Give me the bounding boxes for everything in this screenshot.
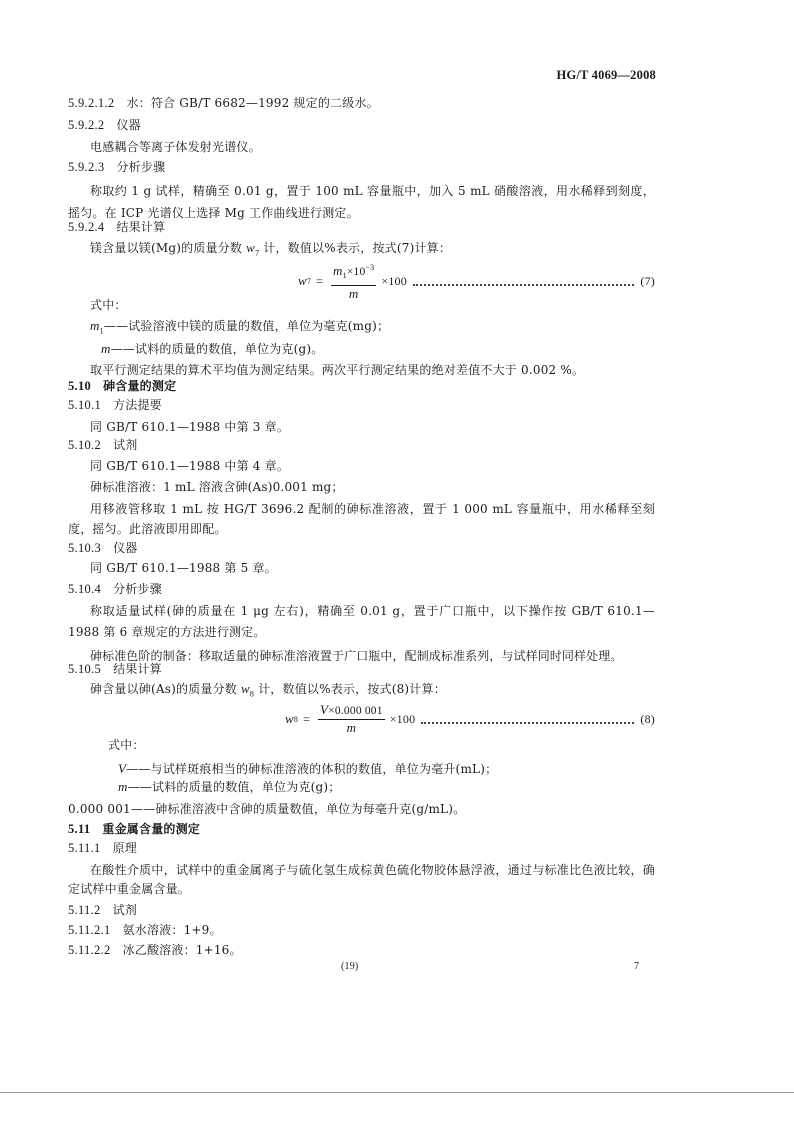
clause-title: 试剂 bbox=[112, 903, 137, 917]
clause-number: 5.9.2.1.2 bbox=[68, 96, 115, 110]
clause-title: 分析步骤 bbox=[113, 582, 162, 596]
clause-5-10-4-heading bbox=[68, 580, 162, 598]
intro-text-after: 计，数值以%表示，按式(7)计算： bbox=[259, 241, 452, 255]
formula-8-fraction bbox=[318, 702, 385, 736]
formula-7-tail: ×100 bbox=[381, 273, 407, 288]
footer-page-marker: (19) bbox=[341, 961, 359, 972]
intro-text-before: 砷含量以砷(As)的质量分数 bbox=[90, 682, 242, 696]
where-label: 式中： bbox=[108, 738, 145, 752]
intro-variable: w bbox=[241, 681, 250, 696]
formula-8 bbox=[285, 700, 655, 738]
definition-variable: V bbox=[118, 761, 127, 776]
standard-code: HG/T 4069—2008 bbox=[556, 68, 656, 82]
clause-number: 5.10.1 bbox=[68, 398, 102, 412]
clause-title: 仪器 bbox=[113, 541, 138, 555]
formula-7-numerator bbox=[331, 260, 376, 284]
clause-title: 结果计算 bbox=[116, 220, 166, 234]
clause-title: 方法提要 bbox=[113, 398, 162, 412]
section-number: 5.11 bbox=[68, 822, 91, 836]
definition-text: ——试料的质量的数值，单位为克(g)； bbox=[127, 780, 341, 794]
formula-8-number: (8) bbox=[640, 711, 655, 726]
section-5-10-heading bbox=[68, 377, 176, 395]
clause-number: 5.11.2.2 bbox=[68, 943, 111, 957]
clause-5-10-1-text: 同 GB/T 610.1—1988 中第 3 章。 bbox=[90, 420, 290, 434]
clause-number: 5.11.2 bbox=[68, 903, 101, 917]
definition-v bbox=[118, 760, 497, 778]
clause-5-9-2-3-paragraph: 称取约 1 g 试样，精确至 0.01 g，置于 100 mL 容量瓶中，加入 5 mL 硝酸溶液，用水稀释到刻度，摇匀。在 ICP 光谱仪上选择 Mg 工作曲线进行测定。 bbox=[68, 184, 655, 220]
footer-page-number: 7 bbox=[634, 961, 640, 972]
clause-5-9-2-2-text: 电感耦合等离子体发射光谱仪。 bbox=[90, 140, 261, 154]
formula-7-number: (7) bbox=[640, 273, 655, 288]
clause-5-9-2-1-2 bbox=[68, 94, 379, 112]
clause-5-10-2-heading bbox=[68, 436, 137, 454]
clause-number: 5.10.3 bbox=[68, 541, 102, 555]
intro-variable: w bbox=[246, 240, 256, 255]
clause-number: 5.10.4 bbox=[68, 582, 102, 596]
clause-number: 5.9.2.3 bbox=[68, 160, 105, 174]
clause-5-9-2-2-heading bbox=[68, 116, 141, 134]
clause-5-11-2-heading bbox=[68, 901, 137, 919]
numerator-rest: ×0.000 001 bbox=[328, 705, 383, 717]
section-title: 砷含量的测定 bbox=[103, 379, 177, 393]
clause-text: 冰乙酸溶液：1+16。 bbox=[122, 943, 242, 957]
definition-subscript: 1 bbox=[99, 326, 104, 336]
clause-number: 5.11.1 bbox=[68, 841, 101, 855]
clause-5-10-4-text-2: 砷标准色阶的制备：移取适量的砷标准溶液置于广口瓶中，配制成标准系列，与试样同时同样处理。 bbox=[90, 649, 623, 663]
definition-constant: 0.000 001——砷标准溶液中含砷的质量数值，单位为每毫升克(g/mL)。 bbox=[68, 802, 466, 816]
clause-number: 5.10.2 bbox=[68, 438, 102, 452]
numerator-exponent: −3 bbox=[365, 263, 375, 273]
section-5-11-heading bbox=[68, 820, 200, 838]
clause-5-11-2-2 bbox=[68, 941, 242, 959]
formula-8-numerator bbox=[318, 702, 385, 719]
clause-number: 5.10.5 bbox=[68, 662, 102, 676]
section-title: 重金属含量的测定 bbox=[102, 822, 200, 836]
formula-7-fraction bbox=[331, 260, 376, 301]
formula-7-lhs-subscript: 7 bbox=[306, 276, 312, 286]
formula-8-tail: ×100 bbox=[389, 711, 416, 726]
definition-variable: m bbox=[118, 779, 128, 794]
clause-title: 试剂 bbox=[113, 438, 138, 452]
scan-edge-line bbox=[0, 1092, 794, 1093]
definition-variable: m bbox=[101, 341, 111, 356]
clause-title: 结果计算 bbox=[113, 662, 162, 676]
clause-5-10-4-paragraph: 称取适量试样(砷的质量在 1 μg 左右)，精确至 0.01 g，置于广口瓶中，以下操作按 GB/T 610.1—1988 第 6 章规定的方法进行测定。 bbox=[68, 604, 655, 639]
formula-8-lhs-subscript: 8 bbox=[293, 714, 299, 724]
clause-5-10-3-text: 同 GB/T 610.1—1988 第 5 章。 bbox=[90, 561, 277, 575]
definition-m bbox=[118, 778, 340, 796]
formula-7-equals: = bbox=[316, 273, 324, 288]
clause-text: 水：符合 GB/T 6682—1992 规定的二级水。 bbox=[126, 96, 379, 110]
numerator-multiplier: ×10 bbox=[346, 266, 366, 279]
clause-number: 5.11.2.1 bbox=[68, 923, 111, 937]
where-label: 式中： bbox=[90, 298, 127, 312]
clause-5-11-2-1 bbox=[68, 921, 222, 939]
formula-8-lhs-variable: w bbox=[285, 711, 294, 726]
definition-text: ——试料的质量的数值，单位为克(g)。 bbox=[110, 342, 324, 356]
leader-dots bbox=[413, 284, 634, 286]
clause-5-9-2-4-conclusion: 取平行测定结果的算术平均值为测定结果。两次平行测定结果的绝对差值不大于 0.002 %。 bbox=[90, 363, 585, 377]
clause-number: 5.9.2.2 bbox=[68, 118, 105, 132]
formula-8-denominator: m bbox=[318, 719, 385, 736]
clause-5-10-1-heading bbox=[68, 396, 162, 414]
clause-5-11-1-paragraph: 在酸性介质中，试样中的重金属离子与硫化氢生成棕黄色硫化物胶体悬浮液，通过与标准比色液比较，确定试样中重金属含量。 bbox=[68, 863, 655, 896]
clause-title: 原理 bbox=[112, 841, 137, 855]
definition-m1 bbox=[90, 317, 389, 340]
numerator-variable: V bbox=[320, 702, 329, 717]
clause-5-10-2-text-1: 同 GB/T 610.1—1988 中第 4 章。 bbox=[90, 459, 290, 473]
clause-5-9-2-4-heading bbox=[68, 218, 165, 236]
clause-5-11-1-heading bbox=[68, 839, 137, 857]
formula-8-equals: = bbox=[303, 711, 311, 726]
clause-text: 氨水溶液：1+9。 bbox=[122, 923, 222, 937]
definition-text: ——与试样斑痕相当的砷标准溶液的体积的数值，单位为毫升(mL)； bbox=[126, 762, 498, 776]
numerator-subscript: 1 bbox=[342, 271, 347, 281]
clause-number: 5.9.2.4 bbox=[68, 220, 105, 234]
formula-7-lhs-variable: w bbox=[298, 273, 307, 288]
formula-7-denominator: m bbox=[331, 285, 376, 302]
intro-text-before: 镁含量以镁(Mg)的质量分数 bbox=[90, 241, 247, 255]
clause-title: 分析步骤 bbox=[116, 160, 166, 174]
definition-text: ——试验溶液中镁的质量的数值，单位为毫克(mg)； bbox=[103, 319, 390, 333]
intro-variable-subscript: 7 bbox=[255, 248, 260, 258]
clause-5-10-2-paragraph: 用移液管移取 1 mL 按 HG/T 3696.2 配制的砷标准溶液，置于 1 000 mL 容量瓶中，用水稀释至刻度，摇匀。此溶液即用即配。 bbox=[68, 502, 655, 536]
formula-7-intro bbox=[90, 239, 451, 262]
formula-7 bbox=[298, 262, 655, 300]
numerator-variable: m bbox=[333, 263, 343, 279]
intro-variable-subscript: 8 bbox=[249, 689, 255, 699]
clause-5-10-2-text-2: 砷标准溶液：1 mL 溶液含砷(As)0.001 mg； bbox=[90, 480, 344, 494]
clause-title: 仪器 bbox=[116, 118, 141, 132]
leader-dots bbox=[421, 722, 634, 724]
intro-text-after: 计，数值以%表示，按式(8)计算： bbox=[254, 682, 446, 696]
clause-5-9-2-3-heading bbox=[68, 158, 165, 176]
section-number: 5.10 bbox=[68, 379, 92, 393]
definition-m bbox=[101, 340, 323, 358]
clause-5-10-5-heading bbox=[68, 660, 162, 678]
clause-5-10-3-heading bbox=[68, 539, 137, 557]
definition-variable: m bbox=[90, 318, 100, 333]
